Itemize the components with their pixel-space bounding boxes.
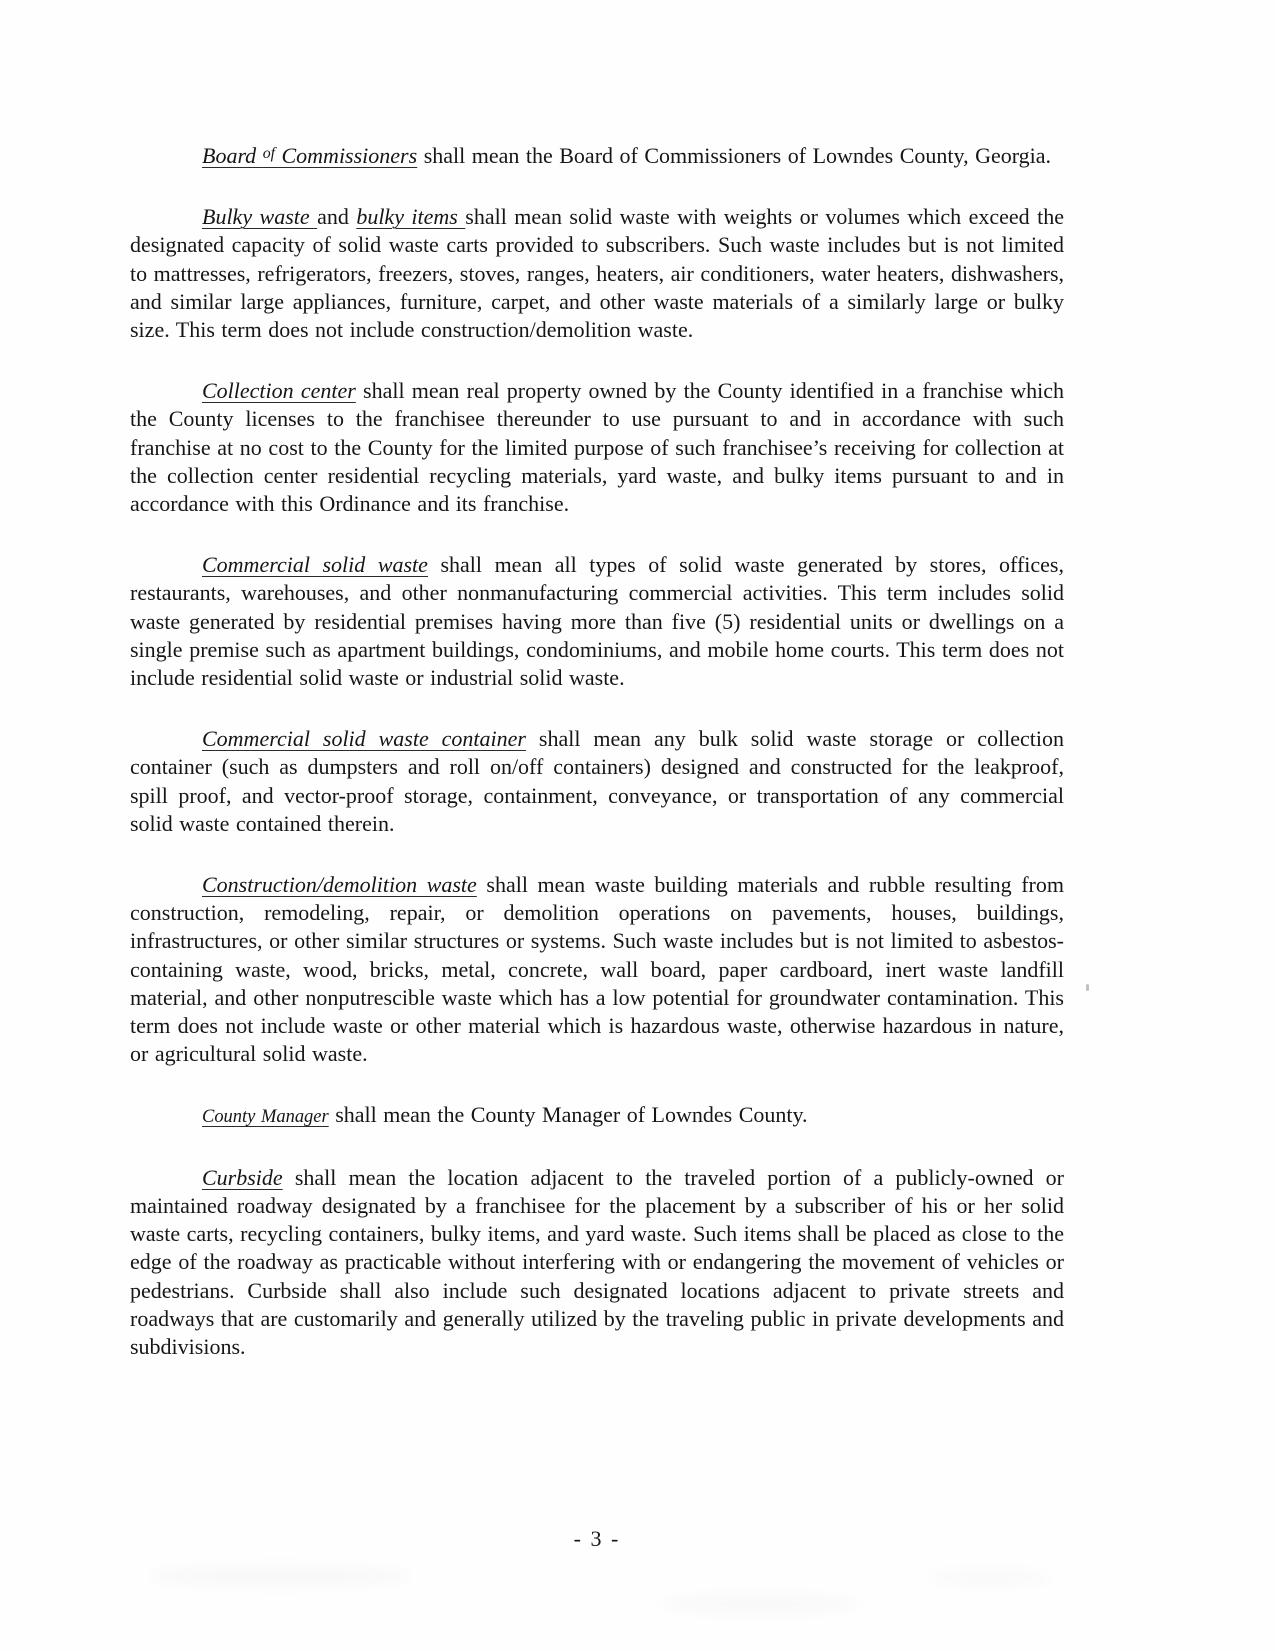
paragraph-text: shall mean all types of solid waste generated by stores, offices, restaurants, warehouses, and other nonmanufacturing commercial activities. This term includes solid waste generated by residential premises having more than five (5) residential units or dwellings on a single premise such as apartment buildings, condominiums, and mobile home courts. This term does not include residential solid waste or industrial solid waste. xyxy=(130,552,1064,691)
paragraph-text: shall mean waste building materials and rubble resulting from construction, remodeling, repair, or demolition operations on pavements, houses, buildings, infrastructures, or other similar structures or systems. Such waste includes but is not limited to asbestos-containing waste, wood, bricks, metal, concrete, wall board, paper cardboard, inert waste landfill material, and other nonputrescible waste which has a low potential for groundwater contamination. This term does not include waste or other material which is hazardous waste, otherwise hazardous in nature, or agricultural solid waste. xyxy=(130,872,1064,1067)
defined-term-text: bulky items xyxy=(356,204,466,230)
defined-term-text: Board xyxy=(202,143,263,168)
document-body xyxy=(130,140,1064,1394)
scan-artifact xyxy=(930,1570,1050,1586)
defined-term xyxy=(202,872,477,897)
defined-term-text: County Manager xyxy=(202,1106,329,1127)
defined-term-text: Collection center xyxy=(202,378,356,404)
paragraph-text: shall mean solid waste with weights or volumes which exceed the designated capacity of solid waste carts provided to subscribers. Such waste includes but is not limited to mattresses, refrigerators, freezers, stoves, ranges, heaters, air conditioners, water heaters, dishwashers, and similar large appliances, furniture, carpet, and other waste materials of a similarly large or bulky size. This term does not include construction/demolition waste. xyxy=(130,204,1064,343)
definition-paragraph xyxy=(130,377,1064,518)
scan-artifact xyxy=(660,1595,860,1613)
defined-term xyxy=(202,378,356,403)
paragraph-text: shall mean the Board of Commissioners of Lowndes County, Georgia. xyxy=(417,143,1052,168)
paragraph-text: shall mean the location adjacent to the traveled portion of a publicly-owned or maintained roadway designated by a franchisee for the placement by a subscriber of his or her solid waste carts, recycling containers, bulky items, and yard waste. Such items shall be placed as close to the edge of the roadway as practicable without interfering with or endangering the movement of vehicles or pedestrians. Curbside shall also include such designated locations adjacent to private streets and roadways that are customarily and generally utilized by the traveling public in private developments and subdivisions. xyxy=(130,1164,1064,1359)
paragraph-text: shall mean the County Manager of Lowndes County. xyxy=(328,1102,808,1128)
definition-paragraph xyxy=(130,203,1064,344)
defined-term xyxy=(202,1165,283,1190)
defined-term-text: Curbside xyxy=(202,1164,283,1190)
defined-term xyxy=(202,143,417,168)
definition-paragraph xyxy=(130,1164,1064,1361)
page-number: - 3 - xyxy=(573,1526,621,1551)
definition-paragraph xyxy=(130,871,1064,1068)
paragraph-text: shall mean any bulk solid waste storage or collection container (such as dumpsters and roll on/off containers) designed and constructed for the leakproof, spill proof, and vector-proof storage, containment, conveyance, or transportation of any commercial solid waste contained therein. xyxy=(130,726,1064,836)
definition-paragraph xyxy=(130,1101,1064,1130)
defined-term-text: Commercial solid waste xyxy=(202,552,428,578)
defined-term-text: Commissioners xyxy=(275,143,418,168)
definition-paragraph xyxy=(130,551,1064,692)
defined-term xyxy=(202,726,526,751)
definition-paragraph xyxy=(130,140,1064,170)
definition-paragraph xyxy=(130,725,1064,838)
paragraph-text: shall mean real property owned by the County identified in a franchise which the County licenses to the franchisee thereunder to use pursuant to and in accordance with such franchise at no cost to the County for the limited purpose of such franchisee’s receiving for collection at the collection center residential recycling materials, yard waste, and bulky items pursuant to and in accordance with this Ordinance and its franchise. xyxy=(130,378,1064,517)
defined-term xyxy=(356,204,465,229)
defined-term-text: Bulky waste xyxy=(202,204,318,230)
defined-term-text: of xyxy=(262,145,275,162)
scan-artifact xyxy=(150,1565,410,1587)
defined-term-text: Commercial solid waste container xyxy=(202,726,526,752)
scan-artifact xyxy=(1086,984,1089,991)
defined-term xyxy=(202,204,317,229)
paragraph-text: and xyxy=(317,204,357,230)
defined-term xyxy=(202,1102,329,1127)
defined-term xyxy=(202,552,428,577)
defined-term-text: Construction/demolition waste xyxy=(202,872,477,898)
